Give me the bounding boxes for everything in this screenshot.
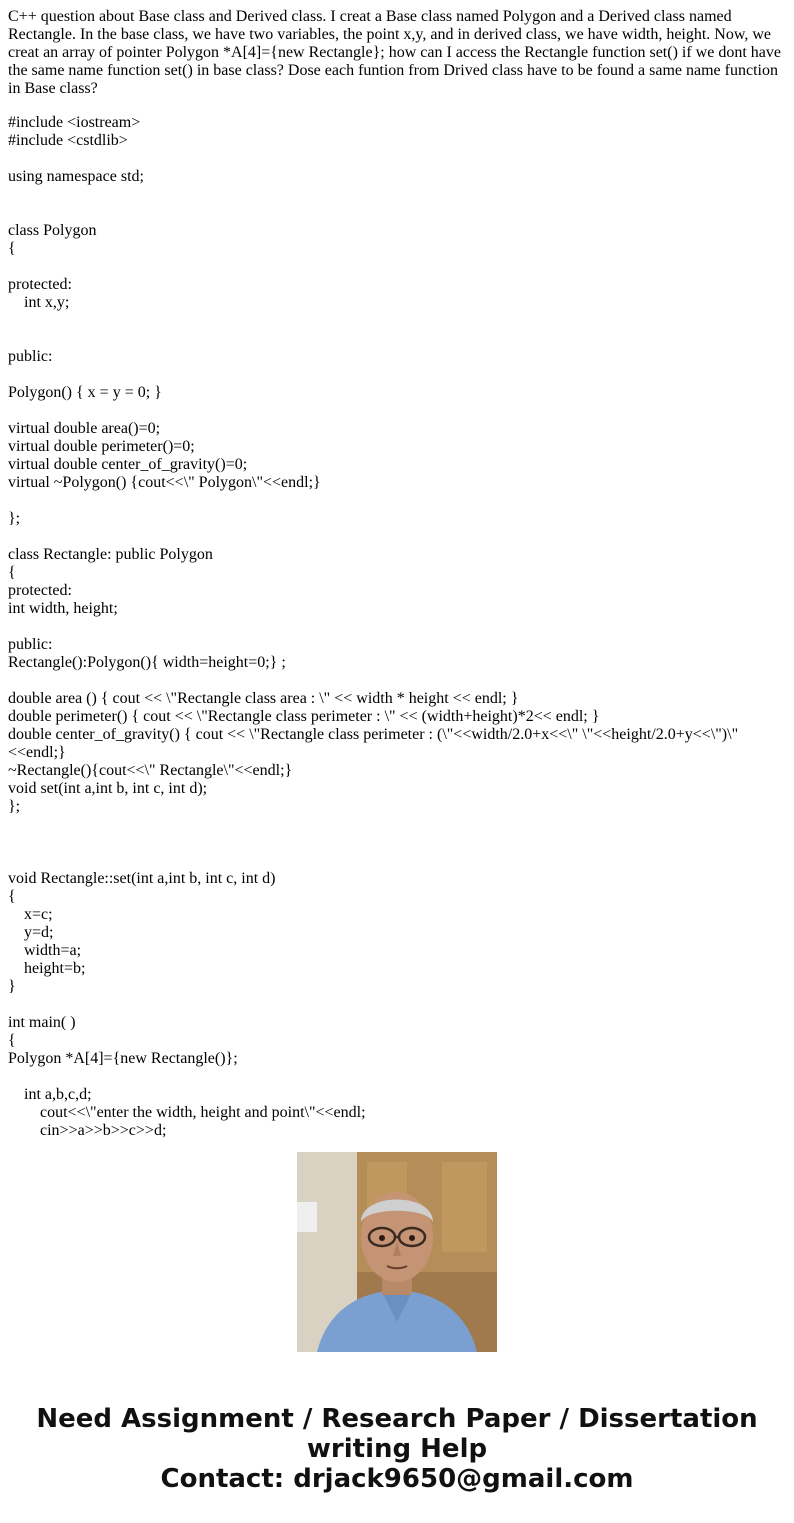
code-line: virtual double perimeter()=0; [8,438,195,455]
code-line: double center_of_gravity() { cout << \"Rectangle class perimeter : (\"<<width/2.0+x<<\" \"<<height/2.0+y<<\")\" <<endl;} [8,726,743,761]
code-line: double area () { cout << \"Rectangle class area : \" << width * height << endl; } [8,690,519,707]
code-line: class Polygon [8,222,97,239]
code-line: void Rectangle::set(int a,int b, int c, int d) [8,870,276,887]
code-line: protected: [8,582,72,599]
author-avatar [297,1152,497,1352]
code-line [8,150,786,168]
code-line: { [8,888,16,905]
code-line: cout<<\"enter the width, height and point\"<<endl; [8,1104,366,1121]
code-line: public: [8,348,53,365]
code-line: virtual ~Polygon() {cout<<\" Polygon\"<<endl;} [8,474,321,491]
code-line [8,204,786,222]
question-text: C++ question about Base class and Derived class. I creat a Base class named Polygon and a Derived class named Rectangle. In the base class, we have two variables, the point x,y, and in derived class, we have width, height. Now, we creat an array of pointer Polygon *A[4]={new Rectangle}; how can I access the Rectangle function set() if we dont have the same name function set() in base class? Dose each funtion from Drived class have to be found a same name function in Base class? [8,8,781,97]
question-content [8,8,786,1139]
code-line: class Rectangle: public Polygon [8,546,213,563]
code-line [8,402,786,420]
code-line: Polygon() { x = y = 0; } [8,384,162,401]
code-line: int main( ) [8,1014,76,1031]
code-line [8,816,786,834]
code-line: }; [8,510,21,527]
code-line: using namespace std; [8,168,144,185]
code-line [8,528,786,546]
code-line [8,834,786,852]
code-line: virtual double area()=0; [8,420,161,437]
code-line: int a,b,c,d; [8,1086,92,1103]
code-line [8,1068,786,1086]
code-line: public: [8,636,53,653]
code-line: virtual double center_of_gravity()=0; [8,456,248,473]
code-line [8,186,786,204]
code-line: { [8,1032,16,1049]
code-block [8,114,786,1140]
footer-line-1: Need Assignment / Research Paper / Dissertation [36,1404,758,1434]
code-line: { [8,240,16,257]
code-line [8,258,786,276]
code-line: void set(int a,int b, int c, int d); [8,780,208,797]
code-line: #include <iostream> [8,114,141,131]
code-line: }; [8,798,21,815]
code-line: #include <cstdlib> [8,132,128,149]
footer-contact: Contact: drjack9650@gmail.com [160,1464,634,1494]
code-line: height=b; [8,960,86,977]
code-line [8,492,786,510]
footer-line-2: writing Help [306,1434,488,1464]
code-line [8,312,786,330]
code-line: ~Rectangle(){cout<<\" Rectangle\"<<endl;} [8,762,293,779]
code-line: cin>>a>>b>>c>>d; [8,1122,167,1139]
code-line: x=c; [8,906,53,923]
code-line: protected: [8,276,72,293]
code-line [8,618,786,636]
code-line: y=d; [8,924,54,941]
code-line: Polygon *A[4]={new Rectangle()}; [8,1050,238,1067]
code-line: { [8,564,16,581]
code-line: int width, height; [8,600,118,617]
code-line [8,366,786,384]
code-line: } [8,978,16,995]
code-line [8,852,786,870]
code-line: width=a; [8,942,82,959]
code-line: int x,y; [8,294,70,311]
author-photo [297,1152,497,1352]
code-line [8,672,786,690]
code-line [8,996,786,1014]
code-line: Rectangle():Polygon(){ width=height=0;} ; [8,654,286,671]
code-line [8,330,786,348]
footer-banner [0,1404,794,1494]
code-line: double perimeter() { cout << \"Rectangle class perimeter : \" << (width+height)*2<< endl; } [8,708,600,725]
